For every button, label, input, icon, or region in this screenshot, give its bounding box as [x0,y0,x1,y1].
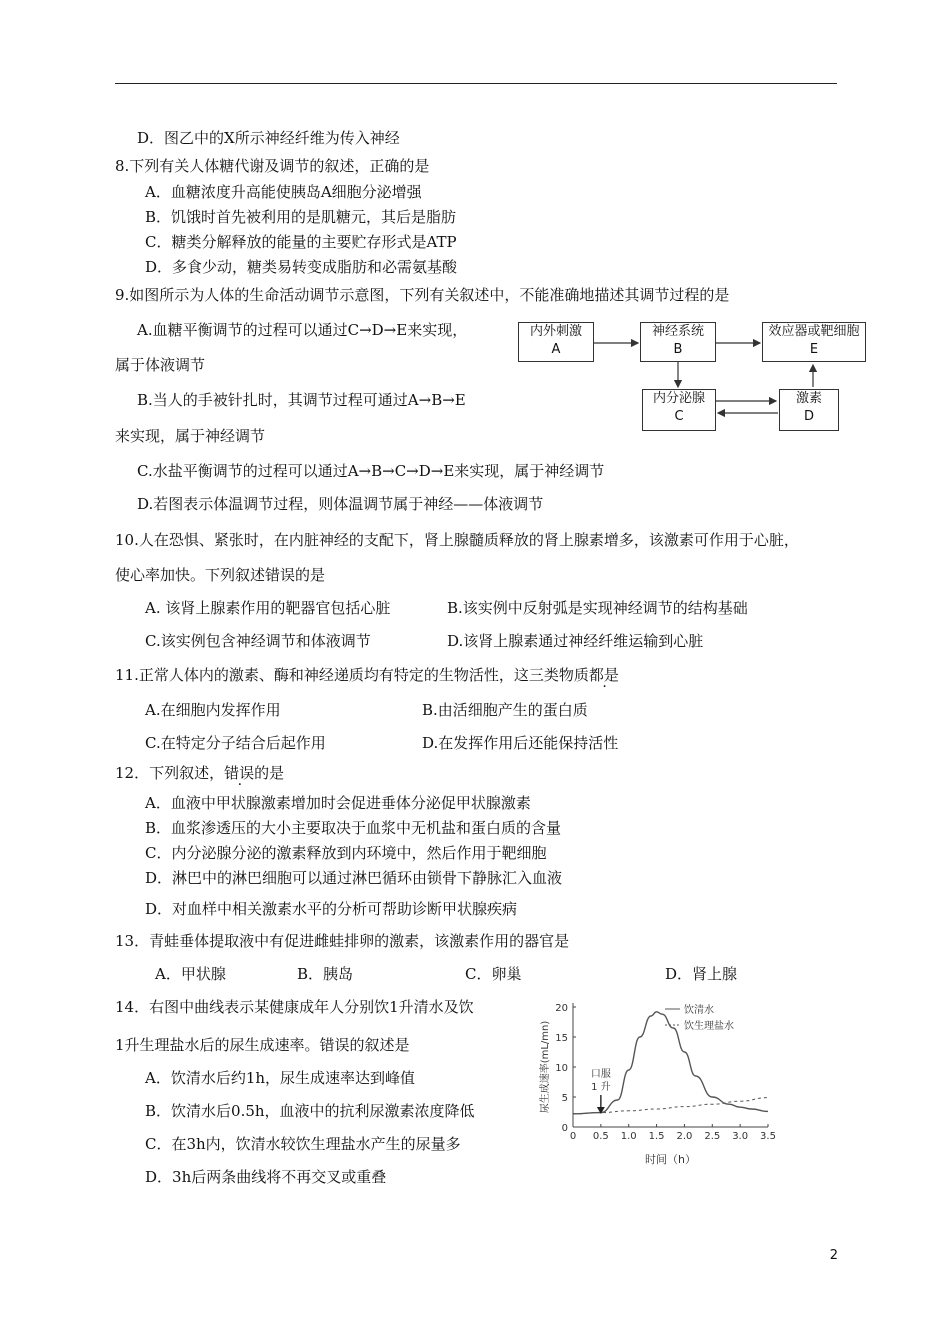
question-14-option-d: D．3h后两条曲线将不再交叉或重叠 [145,1168,387,1186]
question-10-stem-1: 10.人在恐惧、紧张时，在内脏神经的支配下，肾上腺髓质释放的肾上腺素增多，该激素可作用于心脏， [115,531,799,549]
x-tick-label: 1.5 [648,1131,665,1142]
question-8-option-b: B．饥饿时首先被利用的是肌糖元，其后是脂肪 [145,208,457,226]
question-11-emphasis: 都是 [588,666,619,684]
x-tick-label: 2.0 [676,1131,693,1142]
question-8-option-c: C．糖类分解释放的能量的主要贮存形式是ATP [145,233,457,251]
box-a-label: A [551,342,561,357]
y-tick-label: 0 [561,1123,568,1134]
y-axis-label: 尿生成速率(mL/mn) [540,1020,551,1114]
question-12-text-post: 的是 [254,764,285,782]
box-d-title: 激素 [795,391,822,406]
box-e-title: 效应器或靶细胞 [768,324,860,339]
question-10-option-d: D.该肾上腺素通过神经纤维运输到心脏 [447,632,704,650]
box-d-hormone [779,389,839,431]
question-9-option-a-2: 属于体液调节 [115,356,206,374]
legend-label: 饮生理盐水 [684,1021,734,1032]
y-tick-label: 15 [555,1033,568,1044]
question-8-stem: 8.下列有关人体糖代谢及调节的叙述，正确的是 [115,157,430,175]
question-12-option-b: B．血浆渗透压的大小主要取决于血浆中无机盐和蛋白质的含量 [145,819,562,837]
question-10-option-c: C.该实例包含神经调节和体液调节 [145,632,371,650]
question-9-option-b-2: 来实现，属于神经调节 [115,427,266,445]
box-e-label: E [809,342,819,357]
question-11-stem [115,665,619,685]
annotation-label-1: 口服 [590,1069,611,1080]
question-14-stem-1: 14．右图中曲线表示某健康成年人分别饮1升清水及饮 [115,998,474,1016]
x-tick-label: 0.5 [592,1131,609,1142]
y-tick-label: 20 [555,1003,568,1014]
box-d-label: D [803,409,814,424]
question-14-stem-2: 1升生理盐水后的尿生成速率。错误的叙述是 [115,1036,410,1054]
question-12-option-d: D．淋巴中的淋巴细胞可以通过淋巴循环由锁骨下静脉汇入血液 [145,869,563,887]
box-a-title: 内外刺激 [529,324,582,339]
question-11-option-a: A.在细胞内发挥作用 [145,701,281,719]
question-12-text-pre: 12．下列叙述， [115,764,225,782]
page-number: 2 [829,1248,838,1263]
question-9-option-a-1: A.血糖平衡调节的过程可以通过C→D→E来实现， [137,321,468,339]
box-b-label: B [673,342,683,357]
question-13-stem: 13．青蛙垂体提取液中有促进雌蛙排卵的激素，该激素作用的器官是 [115,932,570,950]
question-9-stem: 9.如图所示为人体的生命活动调节示意图，下列有关叙述中，不能准确地描述其调节过程的是 [115,286,730,304]
box-b-nervous-system [640,322,716,362]
question-7-option-d: D．图乙中的X所示神经纤维为传入神经 [137,129,400,147]
box-c-title: 内分泌腺 [652,391,705,406]
question-10-stem-2: 使心率加快。下列叙述错误的是 [115,566,326,584]
question-12-emphasis: 错误 [224,764,255,782]
x-axis-label: 时间（h） [645,1153,696,1166]
question-12-option-e: D．对血样中相关激素水平的分析可帮助诊断甲状腺疾病 [145,900,518,918]
box-e-effector [762,322,866,362]
x-tick-label: 2.5 [704,1131,721,1142]
x-tick-label: 3.5 [760,1131,776,1142]
question-9-option-d: D.若图表示体温调节过程，则体温调节属于神经——体液调节 [137,495,544,513]
question-9-option-c: C.水盐平衡调节的过程可以通过A→B→C→D→E来实现，属于神经调节 [137,462,605,480]
x-tick-label: 0 [569,1131,577,1142]
y-tick-label: 10 [555,1063,568,1074]
annotation-label-2: 1 升 [591,1082,611,1093]
question-12-stem [115,763,284,783]
question-11-text: 11.正常人体内的激素、酶和神经递质均有特定的生物活性，这三类物质 [115,666,589,684]
x-tick-label: 3.0 [732,1131,749,1142]
question-14-option-c: C．在3h内，饮清水较饮生理盐水产生的尿量多 [145,1135,461,1153]
x-tick-label: 1.0 [620,1131,637,1142]
question-11-option-c: C.在特定分子结合后起作用 [145,734,326,752]
question-10-option-a: A. 该肾上腺素作用的靶器官包括心脏 [145,599,391,617]
question-14-option-b: B．饮清水后0.5h，血液中的抗利尿激素浓度降低 [145,1102,475,1120]
question-13-option-c: C．卵巢 [465,965,522,983]
series-line-water [573,1012,768,1114]
question-11-option-b: B.由活细胞产生的蛋白质 [422,701,588,719]
box-c-endocrine-gland [642,389,716,431]
header-rule [115,83,837,84]
question-12-option-a: A．血液中甲状腺激素增加时会促进垂体分泌促甲状腺激素 [145,794,531,812]
question-13-option-a: A．甲状腺 [155,965,226,983]
question-8-option-d: D．多食少动，糖类易转变成脂肪和必需氨基酸 [145,258,458,276]
question-10-option-b: B.该实例中反射弧是实现神经调节的结构基础 [447,599,748,617]
legend-label: 饮清水 [684,1005,714,1016]
box-a-stimulus [518,322,594,362]
box-c-label: C [674,409,684,424]
question-8-option-a: A．血糖浓度升高能使胰岛A细胞分泌增强 [145,183,422,201]
box-b-title: 神经系统 [651,324,704,339]
question-13-option-b: B．胰岛 [297,965,354,983]
question-9-option-b-1: B.当人的手被针扎时，其调节过程可通过A→B→E [137,391,466,409]
question-13-option-d: D．肾上腺 [665,965,738,983]
question-11-option-d: D.在发挥作用后还能保持活性 [422,734,619,752]
question-14-option-a: A．饮清水后约1h，尿生成速率达到峰值 [145,1069,416,1087]
y-tick-label: 5 [561,1093,568,1104]
question-12-option-c: C．内分泌腺分泌的激素释放到内环境中，然后作用于靶细胞 [145,844,547,862]
urine-rate-chart [530,995,780,1177]
